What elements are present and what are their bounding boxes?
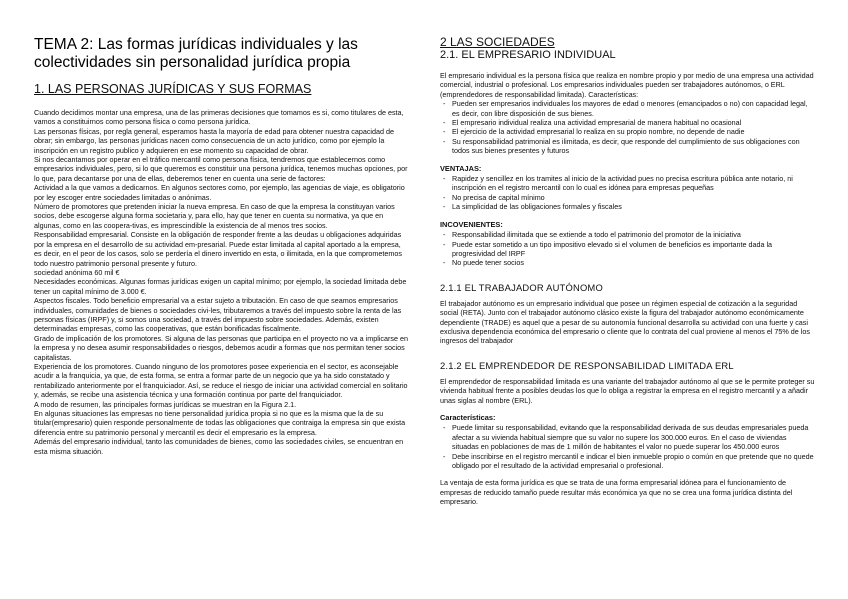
left-column: [34, 36, 408, 456]
section-heading-sociedades: 2 LAS SOCIEDADES: [440, 35, 555, 49]
paragraph: Las personas físicas, por regla general, esperamos hasta la mayoría de edad para obtener nuestra capacidad de obrar; sin embargo, las personas jurídicas nacen como consecuencia de un acto jurídico, como por ejemplo la inscripción en un registro publico y adquieren en ese momento su capacidad de obrar.: [34, 126, 394, 155]
paragraph: En algunas situaciones las empresas no tiene personalidad jurídica propia si no que es la misma que la de su titular(empresario) quien responde personalmente de todas las obligaciones que contraiga la empresa sin que exista diferencia entre su patrimonio personal y mercantil es decir el empresario es la empresa.: [34, 409, 406, 437]
erl-paragraph: El emprendedor de responsabilidad limitada es una variante del trabajador autónomo al que se le permite proteger su vivienda habitual frente a posibles deudas los que lo obliga a registrar la empresa en el registro mercantil y a añadir unas siglas al nombre (ERL).: [440, 376, 815, 405]
subsection-heading-erl: 2.1.2 EL EMPRENDEDOR DE RESPONSABILIDAD LIMITADA ERL: [440, 359, 734, 371]
paragraph: Aspectos fiscales. Todo beneficio empresarial va a estar sujeto a tributación. En caso de que seamos empresarios individuales, comunidades de bienes o sociedades civi-les, tributaremos a través del impuesto sobre la renta de las personas físicas (IRPF) y, si somos una sociedad, a través del impuesto sobre sociedades. Además, existen determinadas empresas, como las cooperativas, que están bonificadas fiscalmente.: [34, 296, 402, 334]
paragraph: sociedad anónima 60 mil €: [34, 267, 120, 277]
paragraph: Actividad a la que vamos a dedicarnos. En algunos sectores como, por ejemplo, las agencias de viaje, es obligatorio por ley escoger entre sociedades limitadas o anónimas.: [34, 183, 405, 202]
list-item: - El empresario individual realiza una actividad empresarial de manera habitual no ocasional: [440, 118, 815, 127]
right-column: [440, 36, 815, 507]
paragraph: Cuando decidimos montar una empresa, una de las primeras decisiones que tomamos es si, como titulares de esta, vamos a constituirnos como persona física o como persona jurídica.: [34, 108, 404, 127]
paragraph: Si nos decantamos por operar en el tráfico mercantil como persona física, tendremos que establecernos como empresarios individuales, pero, si lo que queremos es constituir una persona jurídica, tenemos muchas opciones, por lo que, para decantarse por una de ellas, deberemos tener en cuenta una serie de factores:: [34, 155, 408, 183]
list-item: - Debe inscribirse en el registro mercantil e indicar el bien inmueble propio o común en que pretende que no quede obligado por el resultado de la actividad empresarial o profesional.: [440, 452, 815, 471]
intro-paragraph: El empresario individual es la persona física que realiza en nombre propio y por medio de una empresa una actividad comercial, industrial o profesional. Los empresarios individuales pueden ser trabajadores autónomos, o ERL (emprendedores de responsabilidad limitada). Características:: [440, 71, 814, 99]
paragraph: Además del empresario individual, tanto las comunidades de bienes, como las sociedades civiles, se encuentran en esta misma situación.: [34, 437, 404, 456]
list-item: - Puede limitar su responsabilidad, evitando que la responsabilidad derivada de sus deudas empresariales pueda afectar a su vivienda habitual siempre que su valor no supere los 300.000 euros. En el caso de viviendas situadas en poblaciones de mas de 1 millón de habitantes el valor no puede superar los 450.000 euros: [440, 423, 815, 451]
list-item: - Rapidez y sencillez en los tramites al inicio de la actividad pues no precisa escritura pública ante notario, ni inscripción en el registro mercantil con lo cual es idónea para empresas pequeñas: [440, 174, 815, 193]
list-item: - Pueden ser empresarios individuales los mayores de edad o menores (emancipados o no) con capacidad legal, es decir, con libre disposición de sus bienes.: [440, 99, 815, 118]
paragraph: A modo de resumen, las principales formas jurídicas se muestran en la Figura 2.1.: [34, 399, 297, 409]
paragraph: Grado de implicación de los promotores. Si alguna de las personas que participa en el proyecto no va a implicarse en la empresa y no desea asumir responsabilidades o riesgos, debemos acudir a formas que nos permitan tener socios capitalistas.: [34, 333, 408, 362]
disadvantages-list: [440, 230, 815, 268]
list-item: - Puede estar sometido a un tipo impositivo elevado si el volumen de beneficios es importante dada la progresividad del IRPF: [440, 240, 815, 259]
paragraph: Experiencia de los promotores. Cuando ninguno de los promotores posee experiencia en el sector, es aconsejable acudir a la franquicia, ya que, de esta forma, se entra a formar parte de un negocio que ya ha sido constatado y rentabilizado anteriormente por el franquiciador. Así, se reduce el riesgo de iniciar una actividad comercial en solitario y, además, se recibe una asistencia técnica y una formación continua por parte del franquiciador.: [34, 361, 408, 400]
list-item: - La simplicidad de las obligaciones formales y fiscales: [440, 202, 815, 211]
disadvantages-label: INCOVENIENTES:: [440, 219, 503, 229]
closing-paragraph: La ventaja de esta forma jurídica es que se trata de una forma empresarial idónea para el funcionamiento de empresas de reducido tamaño puede resultar más económica ya que no se crea una forma jurídica distinta del empresario.: [440, 478, 793, 507]
list-item: - Responsabilidad ilimitada que se extiende a todo el patrimonio del promotor de la iniciativa: [440, 230, 815, 239]
section-heading-personas-juridicas: 1. LAS PERSONAS JURÍDICAS Y SUS FORMAS: [34, 82, 312, 96]
subsection-heading-empresario-individual: 2.1. EL EMPRESARIO INDIVIDUAL: [440, 49, 616, 61]
autonomo-paragraph: El trabajador autónomo es un empresario individual que posee un régimen especial de cotización a la seguridad social (RETA). Junto con el trabajador autónomo clásico existe la figura del trabajador autónomo económicamente dependiente (TRADE) es aquel que a pesar de su autonomía funcional desarrolla su actividad con una fuerte y casi exclusiva dependencia económica del empresario o cliente que lo contrata del cual proviene al menos el 75% de los ingresos del trabajador: [440, 298, 810, 346]
paragraph: Responsabilidad empresarial. Consiste en la obligación de responder frente a las deudas u obligaciones adquiridas por la empresa en el desarrollo de su actividad em-presarial. Puede estar limitada al capital aportado a la empresa, es decir, en el peor de los casos, solo se perdería el dinero invertido en esta, o ilimitada, en la que comprometemos todo nuestro patrimonio personal presente y futuro.: [34, 230, 402, 268]
document-title: TEMA 2: Las formas jurídicas individuales y las colectividades sin personalidad jurídica propia: [34, 36, 358, 71]
advantages-list: [440, 174, 815, 212]
list-item: - Su responsabilidad patrimonial es ilimitada, es decir, que responde del cumplimiento de sus obligaciones con todos sus bienes presentes y futuros: [440, 137, 815, 156]
erl-characteristics-list: [440, 423, 815, 470]
list-item: - No precisa de capital mínimo: [440, 193, 815, 202]
paragraph: Número de promotores que pretenden iniciar la nueva empresa. En caso de que la empresa la constituyan varios socios, debe escogerse alguna forma societaria y, para ello, hay que tener en cuenta su normativa, ya que en algunas, como en las coopera-tivas, es imprescindible la existencia de al menos tres socios.: [34, 202, 395, 230]
characteristics-list: [440, 99, 815, 155]
advantages-label: VENTAJAS:: [440, 163, 482, 173]
paragraph: Necesidades económicas. Algunas formas jurídicas exigen un capital mínimo; por ejemplo, la sociedad limitada debe tener un capital mínimo de 3.000 €.: [34, 277, 407, 296]
list-item: - No puede tener socios: [440, 258, 815, 267]
list-item: - El ejercicio de la actividad empresarial lo realiza en su propio nombre, no depende de nadie: [440, 127, 815, 136]
left-body: [34, 108, 408, 456]
erl-characteristics-label: Características:: [440, 412, 496, 422]
subsection-heading-trabajador-autonomo: 2.1.1 EL TRABAJADOR AUTÓNOMO: [440, 281, 603, 293]
